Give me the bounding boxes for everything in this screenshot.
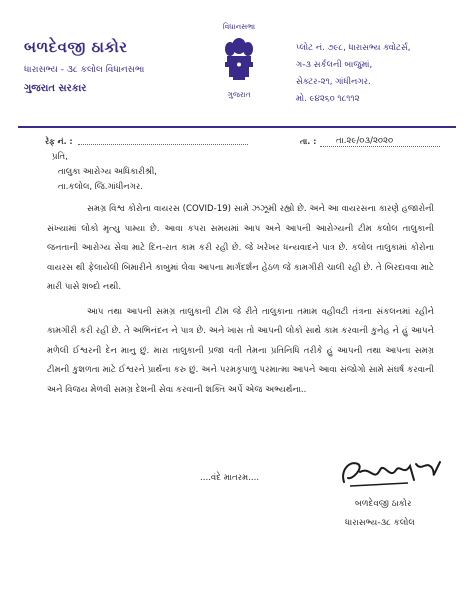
- reference-dotted-line: [78, 144, 248, 145]
- government-name: ગુજરાત સરકાર: [24, 83, 87, 94]
- recipient-line: તાલુકા આરોગ્ય અધિકારીશ્રી,: [58, 167, 157, 177]
- recipient-address: [52, 150, 157, 195]
- address-line: સેક્ટર-૨૧, ગાંધીનગર.: [296, 77, 371, 87]
- letterhead-divider: [18, 126, 456, 128]
- address-line: ગ-૩ સર્કલની બાજુમાં,: [296, 60, 373, 70]
- reference-label: રેફ નં. :: [45, 137, 73, 146]
- letterhead-left: [24, 38, 209, 94]
- signature-scribble-icon: [330, 452, 450, 492]
- signature: [330, 452, 450, 492]
- paragraph: આપ તથા આપની સમગ્ર તાલુકાની ટીમ જે રીતે તાલુકાના તમામ વહીવટી તંત્રના સંકલનમાં રહીને કામગીરી કરી રહી છે. તે અભિનંદન ને પાત્ર છે. અને ખાસ તો આપની લોકો સાથે કામ કરવાની કુનેહ ને હું આપને મળેલી ઈશ્વરની દેન માનુ છું. મારા તાલુકાની પ્રજા વતી તેમના પ્રતિનિધિ તરીકે હું આપની તથા આપના સમગ્ર ટીમની કુશળતા માટે ઈશ્વરને પ્રાર્થના કરુ છું. અને પરમકૃપાળુ પરમાત્મા આપને આવા સંજોગો સામે સંઘર્ષ કરવાની અને વિજય મેળવી સમગ્ર દેશની સેવા કરવાની શક્તિ અર્પે એજ અભ્યર્થના..: [47, 306, 434, 395]
- date-label: તા. :: [300, 137, 317, 146]
- letterhead-address: [296, 40, 466, 108]
- mla-designation: ધારાસભ્ય - ૩૮ કલોલ વિધાનસભા: [24, 65, 145, 75]
- emblem-footer: ગુજરાત: [227, 90, 251, 99]
- recipient-line: પ્રતિ,: [52, 152, 68, 162]
- letter-body: [47, 200, 434, 405]
- date-dotted-line: [320, 146, 440, 147]
- address-line: પ્લોટ નં. ૭૯૮, ધારાસભ્ય ક્વોટર્સ,: [296, 43, 411, 53]
- closing-salutation: ....વંદે માતરમ....: [200, 473, 260, 483]
- signatory-title: ધારાસભ્ય-૩૮ કલોલ: [345, 518, 415, 528]
- state-emblem: [214, 22, 264, 106]
- recipient-line: તા.કલોલ, જિ.ગાંધીનગર.: [58, 182, 143, 192]
- phone-number: મો. ૯૪૨૬૦ ૧૮૧૧૨: [296, 94, 360, 104]
- emblem-caption: વિધાનસભા: [222, 22, 256, 31]
- date-value: તા.૨૯/૦૩/૨૦૨૦: [336, 136, 394, 146]
- mla-name: બળદેવજી ઠાકોર: [24, 38, 128, 56]
- signatory-name: બળદેવજી ઠાકોર: [355, 499, 412, 509]
- paragraph: સમગ્ર વિશ્વ કોરોના વાયરસ (COVID-19) સામે ઝઝૂમી રહ્યો છે. અને આ વાયરસના કારણે હજારોની સંખ્યામાં લોકો મૃત્યુ પામ્યા છે. આવા કપરા સમયમાં આપ અને આપની આરોગ્યની ટીમ કલોલ તાલુકાની જનતાની આરોગ્ય સેવા માટે દિન-રાત કામ કરી રહી છે. જે ખરેખર ધન્યવાદને પાત્ર છે. કલોલ તાલુકામાં કોરોના વાયરસ થી ફેલાયેલી બિમારીને કાબુમાં લેવા આપના માર્ગદર્શન હેઠળ જે કામગીરી ચાલી રહી છે. તે બિરદાવવા માટે મારી પાસે શબ્દો નથી.: [47, 204, 434, 292]
- lion-capital-icon: [219, 32, 259, 84]
